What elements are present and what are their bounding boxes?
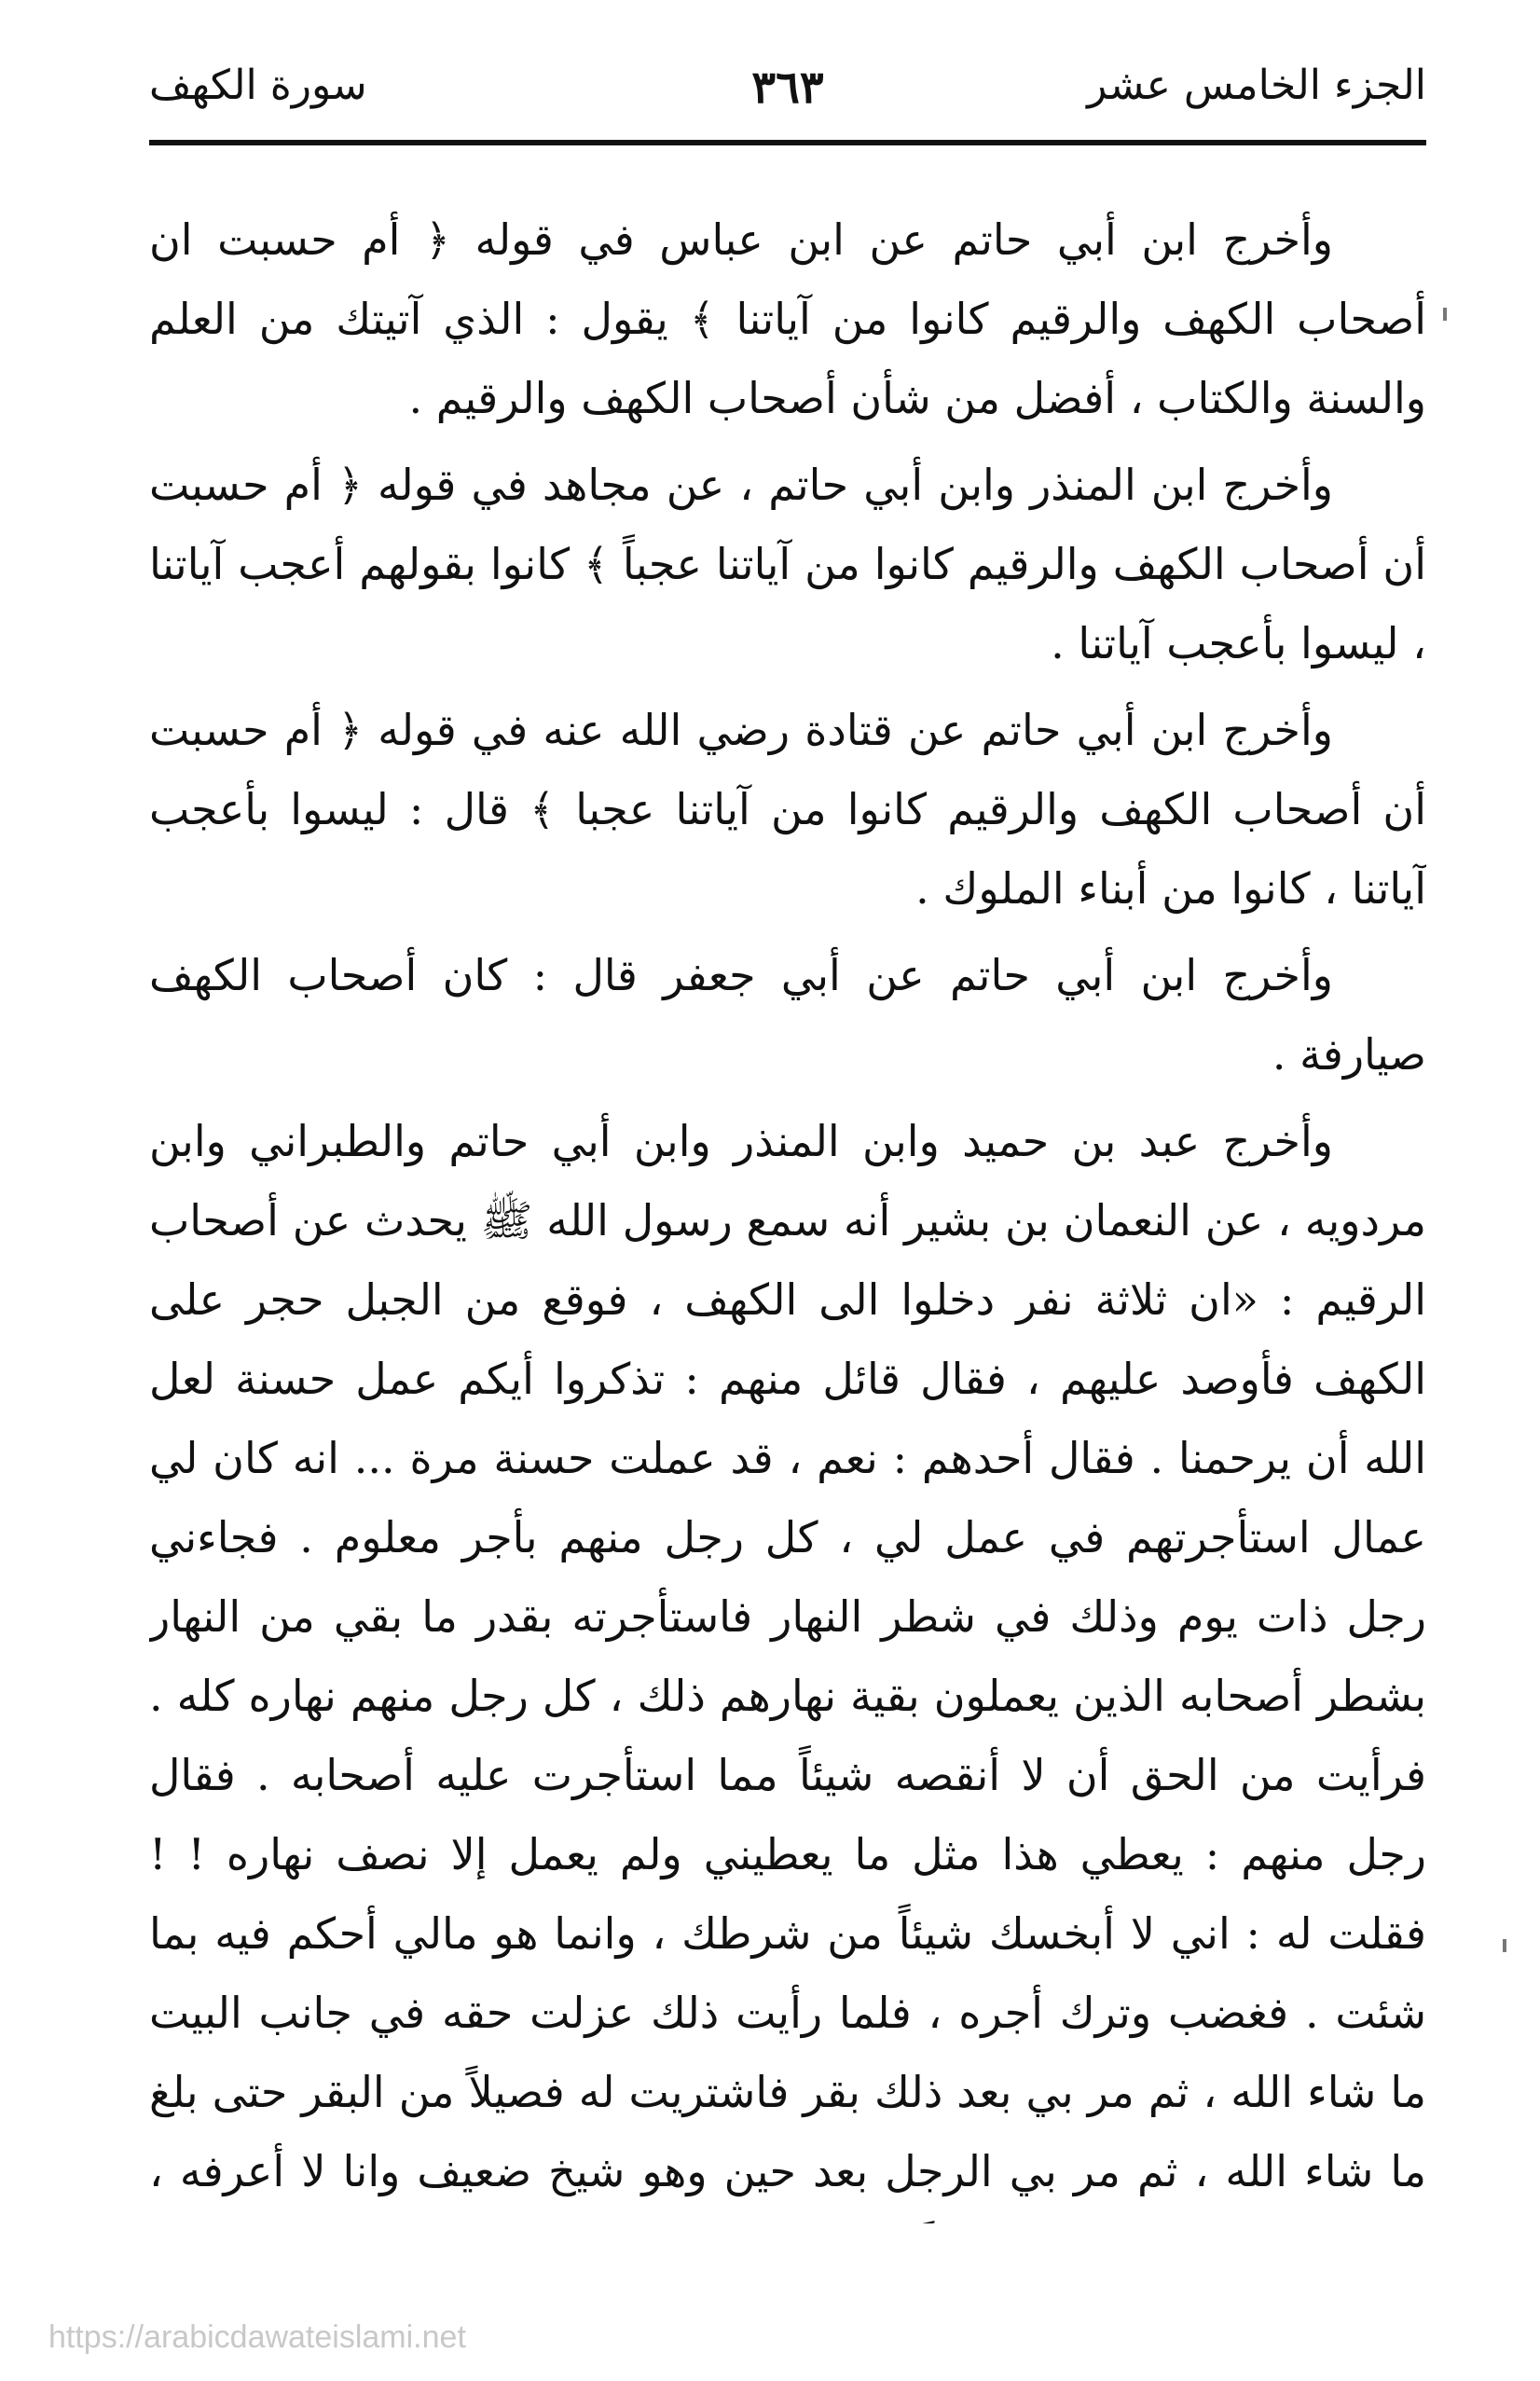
scan-speck bbox=[1503, 1939, 1506, 1952]
watermark-url: https://arabicdawateislami.net bbox=[48, 2319, 466, 2355]
scan-speck bbox=[1443, 308, 1447, 321]
paragraph: وأخرج ابن أبي حاتم عن أبي جعفر قال : كان أصحاب الكهف صيارفة . bbox=[149, 950, 1426, 1080]
body-text bbox=[149, 200, 1426, 2223]
paragraph: وأخرج ابن أبي حاتم عن قتادة رضي الله عنه في قوله ﴿ أم حسبت أن أصحاب الكهف والرقيم كانوا من آياتنا عجبا ﴾ قال : ليسوا بأعجب آياتنا ، كانوا من أبناء الملوك . bbox=[149, 705, 1426, 914]
header-divider bbox=[149, 140, 1426, 145]
surah-title: سورة الكهف bbox=[149, 62, 367, 109]
paragraph: وأخرج ابن أبي حاتم عن ابن عباس في قوله ﴿ أم حسبت ان أصحاب الكهف والرقيم كانوا من آياتنا ﴾ يقول : الذي آتيتك من العلم والسنة والكتاب ، أفضل من شأن أصحاب الكهف والرقيم . bbox=[149, 214, 1426, 423]
paragraph: وأخرج عبد بن حميد وابن المنذر وابن أبي حاتم والطبراني وابن مردويه ، عن النعمان بن بشير أنه سمع رسول الله ﷺ يحدث عن أصحاب الرقيم : «ان ثلاثة نفر دخلوا الى الكهف ، فوقع من الجبل حجر على الكهف فأوصد عليهم ، فقال قائل منهم : تذكروا أيكم عمل حسنة لعل الله أن يرحمنا . فقال أحدهم : نعم ، قد عملت حسنة مرة ... انه كان لي عمال استأجرتهم في عمل لي ، كل رجل منهم بأجر معلوم . فجاءني رجل ذات يوم وذلك في شطر النهار فاستأجرته بقدر ما بقي من النهار بشطر أصحابه الذين يعملون بقية نهارهم ذلك ، كل رجل منهم نهاره كله . فرأيت من الحق أن لا أنقصه شيئاً مما استأجرت عليه أصحابه . فقال رجل منهم : يعطي هذا مثل ما يعطيني ولم يعمل إلا نصف نهاره ! ! فقلت له : اني لا أبخسك شيئاً من شرطك ، وانما هو مالي أحكم فيه بما شئت . فغضب وترك أجره ، فلما رأيت ذلك عزلت حقه في جانب البيت ما شاء الله ، ثم مر بي بعد ذلك بقر فاشتريت له فصيلاً من البقر حتى بلغ ما شاء الله ، ثم مر بي الرجل بعد حين وهو شيخ ضعيف وانا لا أعرفه ، bbox=[149, 1116, 1426, 2196]
juz-title: الجزء الخامس عشر bbox=[1087, 62, 1426, 109]
page-header bbox=[149, 54, 1426, 138]
paragraph: وأخرج ابن المنذر وابن أبي حاتم ، عن مجاهد في قوله ﴿ أم حسبت أن أصحاب الكهف والرقيم كانوا من آياتنا عجباً ﴾ كانوا بقولهم أعجب آياتنا ، ليسوا بأعجب آياتنا . bbox=[149, 460, 1426, 668]
page-number: ٣٦٣ bbox=[751, 62, 824, 114]
